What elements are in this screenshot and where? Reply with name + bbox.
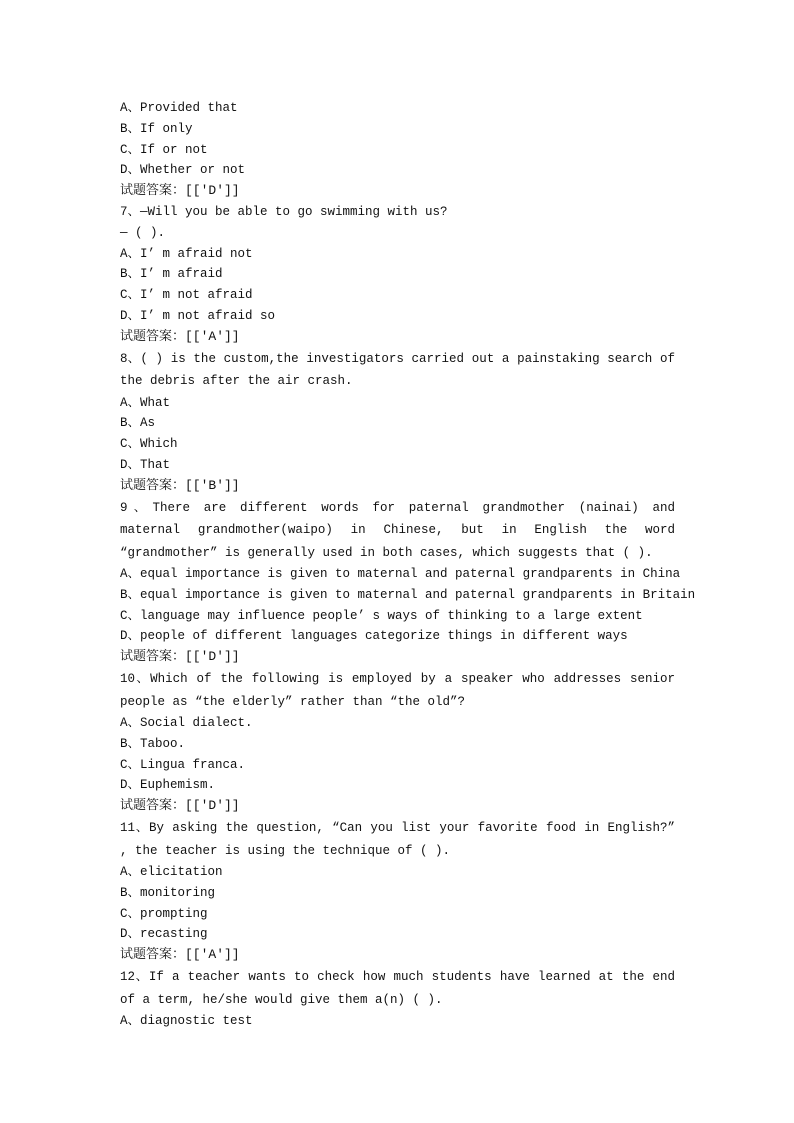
question-stem-continuation: — ( ).	[120, 225, 166, 240]
option-a: A、Social dialect.	[120, 716, 253, 731]
question-8-block	[120, 348, 675, 497]
question-stem: 11、By asking the question, “Can you list your favorite food in English?” , the teacher is using the technique of ( ).	[120, 821, 675, 858]
option-d: D、people of different languages categorize things in different ways	[120, 629, 628, 644]
answer-line: 试题答案：[['D']]	[120, 798, 240, 814]
option-b: B、If only	[120, 121, 193, 136]
question-7-block	[120, 202, 675, 348]
question-stem: 10、Which of the following is employed by a speaker who addresses senior people as “the elderly” rather than “the old”?	[120, 672, 675, 709]
question-10-block	[120, 668, 675, 817]
question-12-block	[120, 966, 675, 1032]
question-stem: 12、If a teacher wants to check how much students have learned at the end of a term, he/she would give them a(n) ( ).	[120, 970, 675, 1007]
option-a: A、equal importance is given to maternal and paternal grandparents in China	[120, 567, 681, 582]
option-a: A、Provided that	[120, 101, 238, 115]
option-a: A、diagnostic test	[120, 1014, 253, 1028]
option-b: B、Taboo.	[120, 736, 186, 751]
option-b: B、I’ m afraid	[120, 267, 223, 282]
option-d: D、That	[120, 457, 171, 472]
question-stem: 9、There are different words for paternal grandmother (nainai) and maternal grandmother(waipo) in Chinese, but in English the word “grandmother” is generally used in both cases, which suggests that ( ).	[120, 500, 675, 560]
question-11-block	[120, 817, 675, 966]
answer-line: 试题答案：[['B']]	[120, 477, 240, 493]
option-c: C、Lingua franca.	[120, 757, 246, 772]
option-d: D、Whether or not	[120, 163, 246, 178]
option-c: C、I’ m not afraid	[120, 288, 253, 303]
option-a: A、I’ m afraid not	[120, 246, 253, 261]
question-stem: 7、—Will you be able to go swimming with us?	[120, 204, 448, 219]
answer-line: 试题答案：[['D']]	[120, 183, 240, 199]
option-a: A、elicitation	[120, 865, 223, 880]
question-9-block	[120, 497, 696, 668]
option-d: D、Euphemism.	[120, 778, 216, 793]
option-c: C、If or not	[120, 142, 208, 157]
exam-page	[120, 98, 696, 1032]
option-b: B、As	[120, 416, 156, 431]
option-d: D、I’ m not afraid so	[120, 308, 276, 323]
question-6-block	[120, 98, 675, 202]
question-stem: 8、( ) is the custom,the investigators carried out a painstaking search of the debris after the air crash.	[120, 351, 675, 389]
option-c: C、prompting	[120, 906, 208, 921]
option-d: D、recasting	[120, 927, 208, 942]
option-b: B、monitoring	[120, 885, 216, 900]
answer-line: 试题答案：[['D']]	[120, 649, 240, 665]
option-c: C、Which	[120, 437, 178, 452]
option-a: A、What	[120, 395, 171, 410]
option-c: C、language may influence people’ s ways of thinking to a large extent	[120, 608, 643, 623]
answer-line: 试题答案：[['A']]	[120, 947, 240, 963]
option-b: B、equal importance is given to maternal and paternal grandparents in Britain	[120, 587, 696, 602]
answer-line: 试题答案：[['A']]	[120, 328, 240, 344]
